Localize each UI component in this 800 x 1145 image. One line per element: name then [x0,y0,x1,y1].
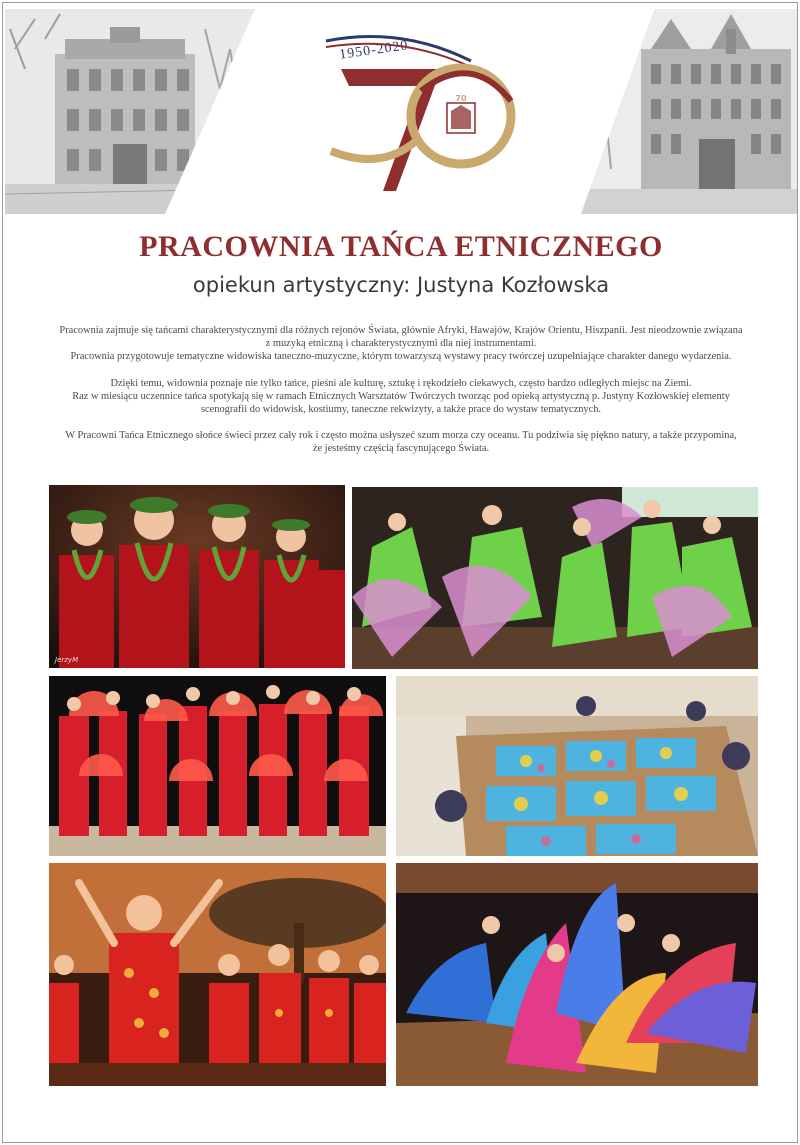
logo-number: 70 [455,94,467,103]
photo-signature: JerzyM [55,656,79,664]
paragraph-line: że jesteśmy częścią fascynującego Świata. [312,443,490,455]
paragraph-line: scenografii do widowisk, kostiumy, taneczne rekwizyty, a także prace do wystaw tematycznych. [201,404,601,416]
paragraph-line: Raz w miesiącu uczennice tańca spotykają się w ramach Etnicznych Warsztatów Twórczych tworząc pod opieką artystyczną p. Justyny Kozłowskiej elementy [72,390,730,402]
photo-isis-wings-dancers [396,863,758,1086]
paragraph-line: Pracownia przygotowuje tematyczne widowiska taneczno-muzyczne, którym towarzyszą wystawy pracy twórczej uzupełniające charakter danego wydarzenia. [70,351,732,363]
paragraph-line: Pracownia zajmuje się tańcami charakterystycznymi dla różnych rejonów Świata, głównie Afryki, Hawajów, Krajów Orientu, Hiszpanii. Jest nieodzownie związana [59,325,743,336]
building-sketch-left [5,9,255,214]
photo-red-fan-dancers [49,676,386,856]
paragraph-line: Dzięki temu, widownia poznaje nie tylko tańce, pieśni ale kulturę, sztukę i rękodzieło ciekawych, często bardzo odległych miejsc na Ziemi. [110,377,692,389]
paragraph-1 [51,324,751,364]
photo-fabric-painting-workshop [396,676,758,856]
logo-years: 1950-2020 [338,38,410,63]
paragraph-3 [51,429,751,455]
paragraph-line: W Pracowni Tańca Etnicznego słońce świeci przez cały rok i często można usłyszeć szum morza czy oceanu. Tu podziwia się piękno natury, a także przypomina, [65,430,737,442]
poster [2,2,798,1143]
anniversary-logo [321,31,521,199]
paragraph-line: z muzyką etniczną i charakterystycznymi dla niej instrumentami. [265,338,537,350]
page-title: PRACOWNIA TAŃCA ETNICZNEGO [139,230,663,263]
photo-african-costume-dancers [49,863,386,1086]
description [51,324,751,456]
page-subtitle: opiekun artystyczny: Justyna Kozłowska [192,273,610,297]
photo-hawaiian-dancers [49,485,345,668]
paragraph-2 [51,377,751,417]
building-sketch-right [581,9,797,214]
photo-green-fan-dancers [352,487,758,669]
